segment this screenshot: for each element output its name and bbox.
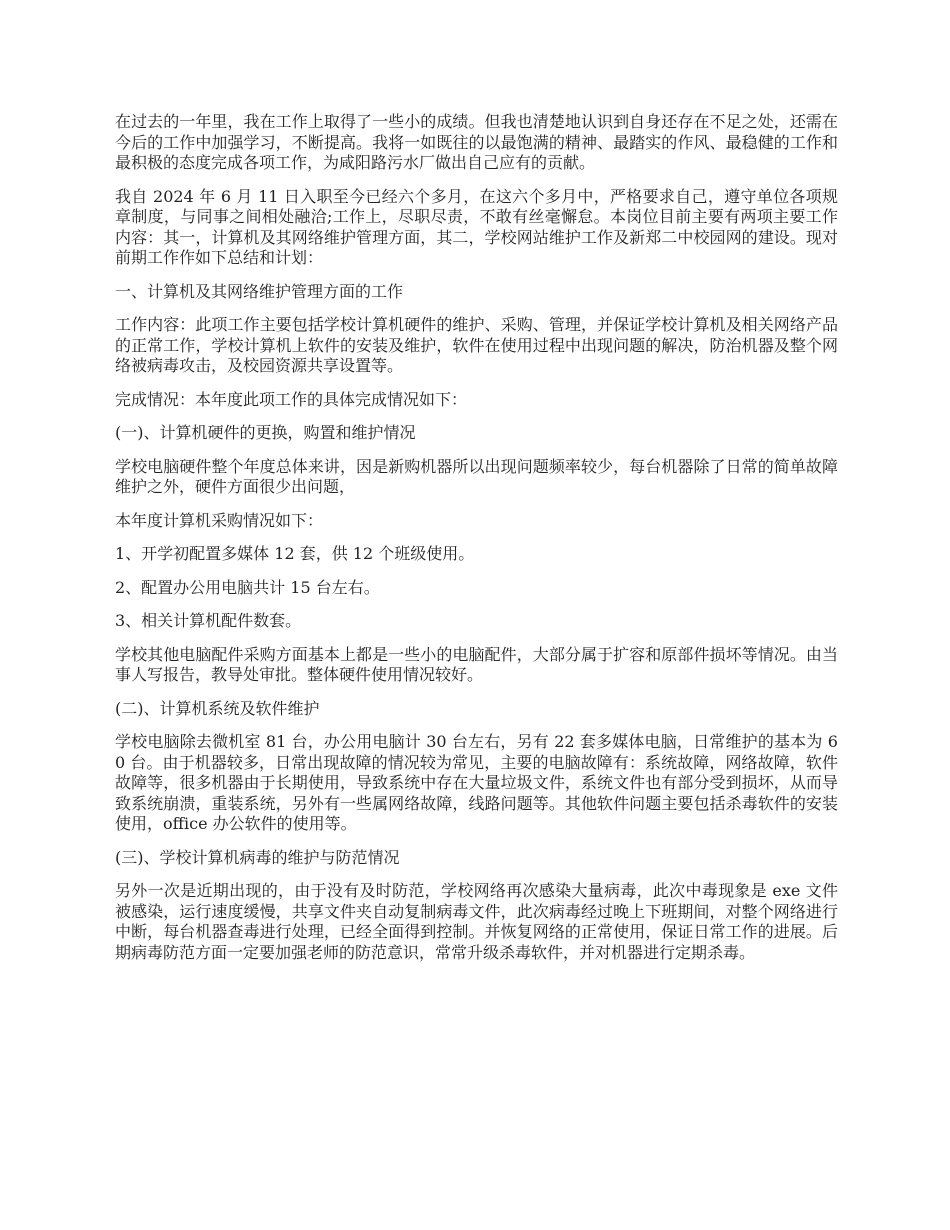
subsection-heading-2: (二)、计算机系统及软件维护	[115, 698, 320, 718]
subsection-heading-1: (一)、计算机硬件的更换，购置和维护情况	[115, 423, 416, 442]
paragraph-software: 学校电脑除去微机室 81 台，办公用电脑计 30 台左右，另有 22 套多媒体电脑，日常维护的基本为 60 台。由于机器较多，日常出现故障的情况较为常见，主要的电脑故障有：系统故障，网络故障，软件故障等，很多机器由于长期使用，导致系统中存在大量垃圾文件，系统文件也有部分受到损坏，从而导致系统崩溃，重装系统，另外有一些属网络故障，线路问题等。其他软件问题主要包括杀毒软件的安装使用，office 办公软件的使用等。	[115, 732, 838, 833]
paragraph-purchase-intro: 本年度计算机采购情况如下：	[115, 510, 324, 530]
list-item-3: 3、相关计算机配件数套。	[115, 611, 302, 630]
list-item-1: 1、开学初配置多媒体 12 套，供 12 个班级使用。	[115, 544, 475, 563]
paragraph-virus: 另外一次是近期出现的，由于没有及时防范，学校网络再次感染大量病毒，此次中毒现象是 exe 文件被感染，运行速度缓慢，共享文件夹自动复制病毒文件，此次病毒经过晚上下班期间，对整个网络进行中断，每台机器查毒进行处理，已经全面得到控制。并恢复网络的正常使用，保证日常工作的进展。后期病毒防范方面一定要加强老师的防范意识，常常升级杀毒软件，并对机器进行定期杀毒。	[115, 881, 838, 962]
paragraph-intro: 在过去的一年里，我在工作上取得了一些小的成绩。但我也清楚地认识到自身还存在不足之处，还需在今后的工作中加强学习，不断提高。我将一如既往的以最饱满的精神、最踏实的作风、最稳健的工作和最积极的态度完成各项工作，为咸阳路污水厂做出自己应有的贡献。	[115, 112, 838, 172]
paragraph-hardware: 学校电脑硬件整个年度总体来讲，因是新购机器所以出现问题频率较少，每台机器除了日常的简单故障维护之外，硬件方面很少出问题，	[115, 456, 838, 496]
paragraph-accessories: 学校其他电脑配件采购方面基本上都是一些小的电脑配件，大部分属于扩容和原部件损坏等情况。由当事人写报告，教导处审批。整体硬件使用情况较好。	[115, 644, 838, 684]
paragraph-employment: 我自 2024 年 6 月 11 日入职至今已经六个多月，在这六个多月中，严格要求自己，遵守单位各项规章制度，与同事之间相处融洽;工作上，尽职尽责，不敢有丝毫懈怠。本岗位目前主要有两项主要工作内容：其一，计算机及其网络维护管理方面，其二，学校网站维护工作及新郑二中校园网的建设。现对前期工作作如下总结和计划：	[115, 186, 838, 267]
section-heading-1: 一、计算机及其网络维护管理方面的工作	[115, 281, 404, 301]
paragraph-work-content: 工作内容：此项工作主要包括学校计算机硬件的维护、采购、管理，并保证学校计算机及相关网络产品的正常工作，学校计算机上软件的安装及维护，软件在使用过程中出现问题的解决，防治机器及整个网络被病毒攻击，及校园资源共享设置等。	[115, 315, 838, 375]
paragraph-completion: 完成情况：本年度此项工作的具体完成情况如下：	[115, 389, 468, 409]
subsection-heading-3: (三)、学校计算机病毒的维护与防范情况	[115, 847, 400, 867]
list-item-2: 2、配置办公用电脑共计 15 台左右。	[115, 577, 380, 597]
